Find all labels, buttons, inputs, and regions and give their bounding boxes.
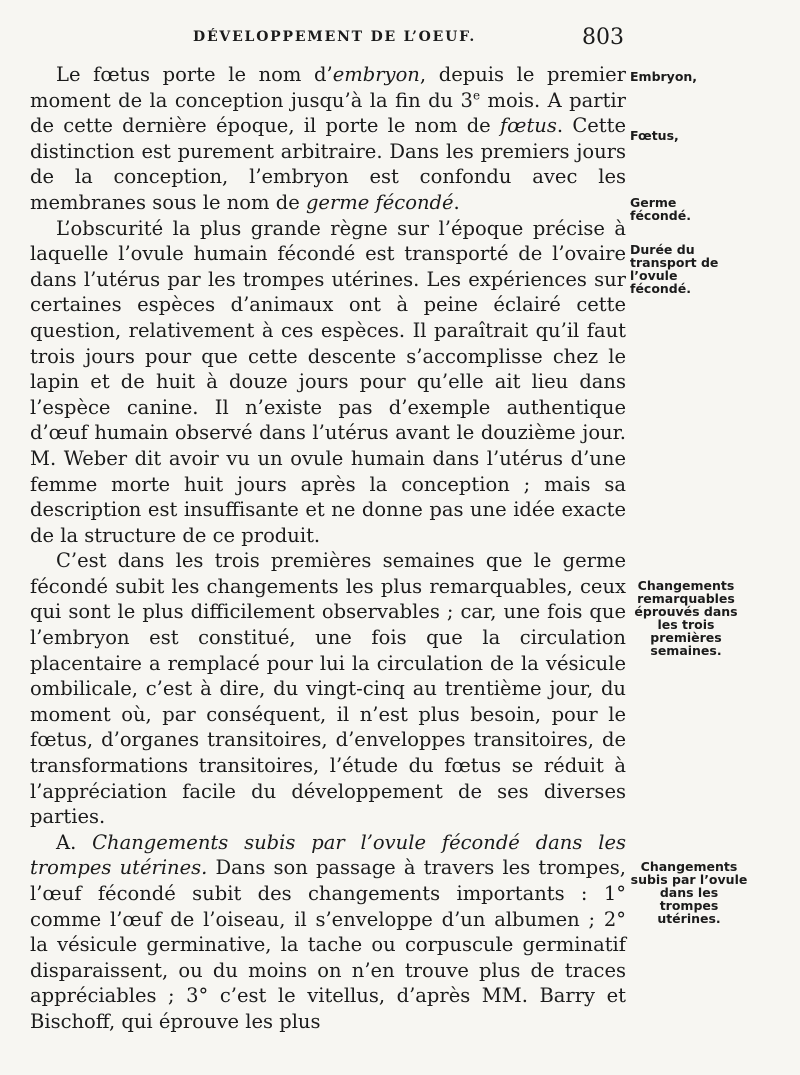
text-run: L’obscurité la plus grande règne sur l’époque précise à laquelle l’ovule humain fécondé est transporté de l’ovaire dans l’utérus par les trompes utérines. Les expériences sur certaines espèces d’animaux ont à peine éclairé cette question, relativement à ces espèces. Il paraîtrait qu’il faut trois jours pour que cette descente s’accomplisse chez le lapin et de huit à douze jours pour qu’elle ait lieu dans l’espèce canine. Il n’existe pas d’exemple authentique d’œuf humain observé dans l’utérus avant le douzième jour. M. Weber dit avoir vu un ovule humain dans l’utérus d’une femme morte huit jours après la conception ; mais sa description est insuffisante et ne donne pas une idée exacte de la structure de ce produit.	[30, 216, 626, 547]
margin-note-foetus: Fœtus,	[630, 128, 679, 143]
text-run: . Cette distinction est purement arbitraire. Dans les premiers jours de la conception, l’embryon est confondu avec les membranes sous le nom de	[30, 114, 626, 214]
text-run: Changements subis par l’ovule fécondé dans les trompes utérines.	[30, 830, 626, 880]
running-header	[193, 25, 626, 53]
text-run: mois. A partir de cette dernière époque, il porte le nom de	[30, 88, 626, 138]
text-run: , depuis le premier moment de la conception jusqu’à la fin du 3	[30, 63, 626, 112]
main-text	[30, 62, 626, 1035]
text-run: fœtus	[499, 114, 557, 138]
margin-note-germe: Germe fécondé.	[630, 195, 691, 223]
text-run: .	[453, 190, 460, 214]
margin-note-embryon: Embryon,	[630, 69, 698, 84]
text-run: C’est dans les trois premières semaines que le germe fécondé subit les changements les plus remarquables, ceux qui sont le plus difficilement observables ; car, une fois que l’embryon est constitué, une fois que la circulation placentaire a remplacé pour lui la circulation de la vésicule ombilicale, c’est à dire, du vingt-cinq au trentième jour, du moment où, par conséquent, il n’est plus besoin, pour le fœtus, d’organes transitoires, d’enveloppes transitoires, de transformations transitoires, l’étude du fœtus se réduit à l’appréciation facile du développement de ses diverses parties.	[30, 549, 626, 829]
text-run: A.	[56, 830, 93, 854]
paragraph-trompes	[30, 830, 626, 1035]
text-run: embryon	[332, 63, 420, 86]
paragraph-trois-semaines	[30, 548, 626, 830]
text-run: e	[472, 88, 481, 103]
paragraph-duree-transport	[30, 216, 626, 549]
text-run: Dans son passage à travers les trompes, l’œuf fécondé subit des changements importants : 1° comme l’œuf de l’oiseau, il s’enveloppe d’un albumen ; 2° la vésicule germinative, la tache ou corpuscule germinatif disparaissent, ou du moins on n’en trouve plus de traces appréciables ; 3° c’est le vitellus, d’après MM. Barry et Bischoff, qui éprouve les plus	[30, 856, 626, 1033]
margin-note-duree: Durée du transport de l’ovule fécondé.	[630, 242, 719, 296]
margin-note-changements-remarquables: Changements remarquables éprouvés dans les trois premières semaines.	[634, 578, 738, 658]
text-run: germe fécondé	[305, 190, 454, 214]
paragraph-embryon	[30, 62, 626, 216]
header-title: DÉVELOPPEMENT DE L’OEUF.	[193, 29, 477, 45]
page-number: 803	[582, 25, 624, 50]
text-run: Le fœtus porte le nom d’	[56, 63, 333, 86]
margin-note-changements-trompes: Changements subis par l’ovule dans les trompes utérines.	[630, 859, 748, 926]
